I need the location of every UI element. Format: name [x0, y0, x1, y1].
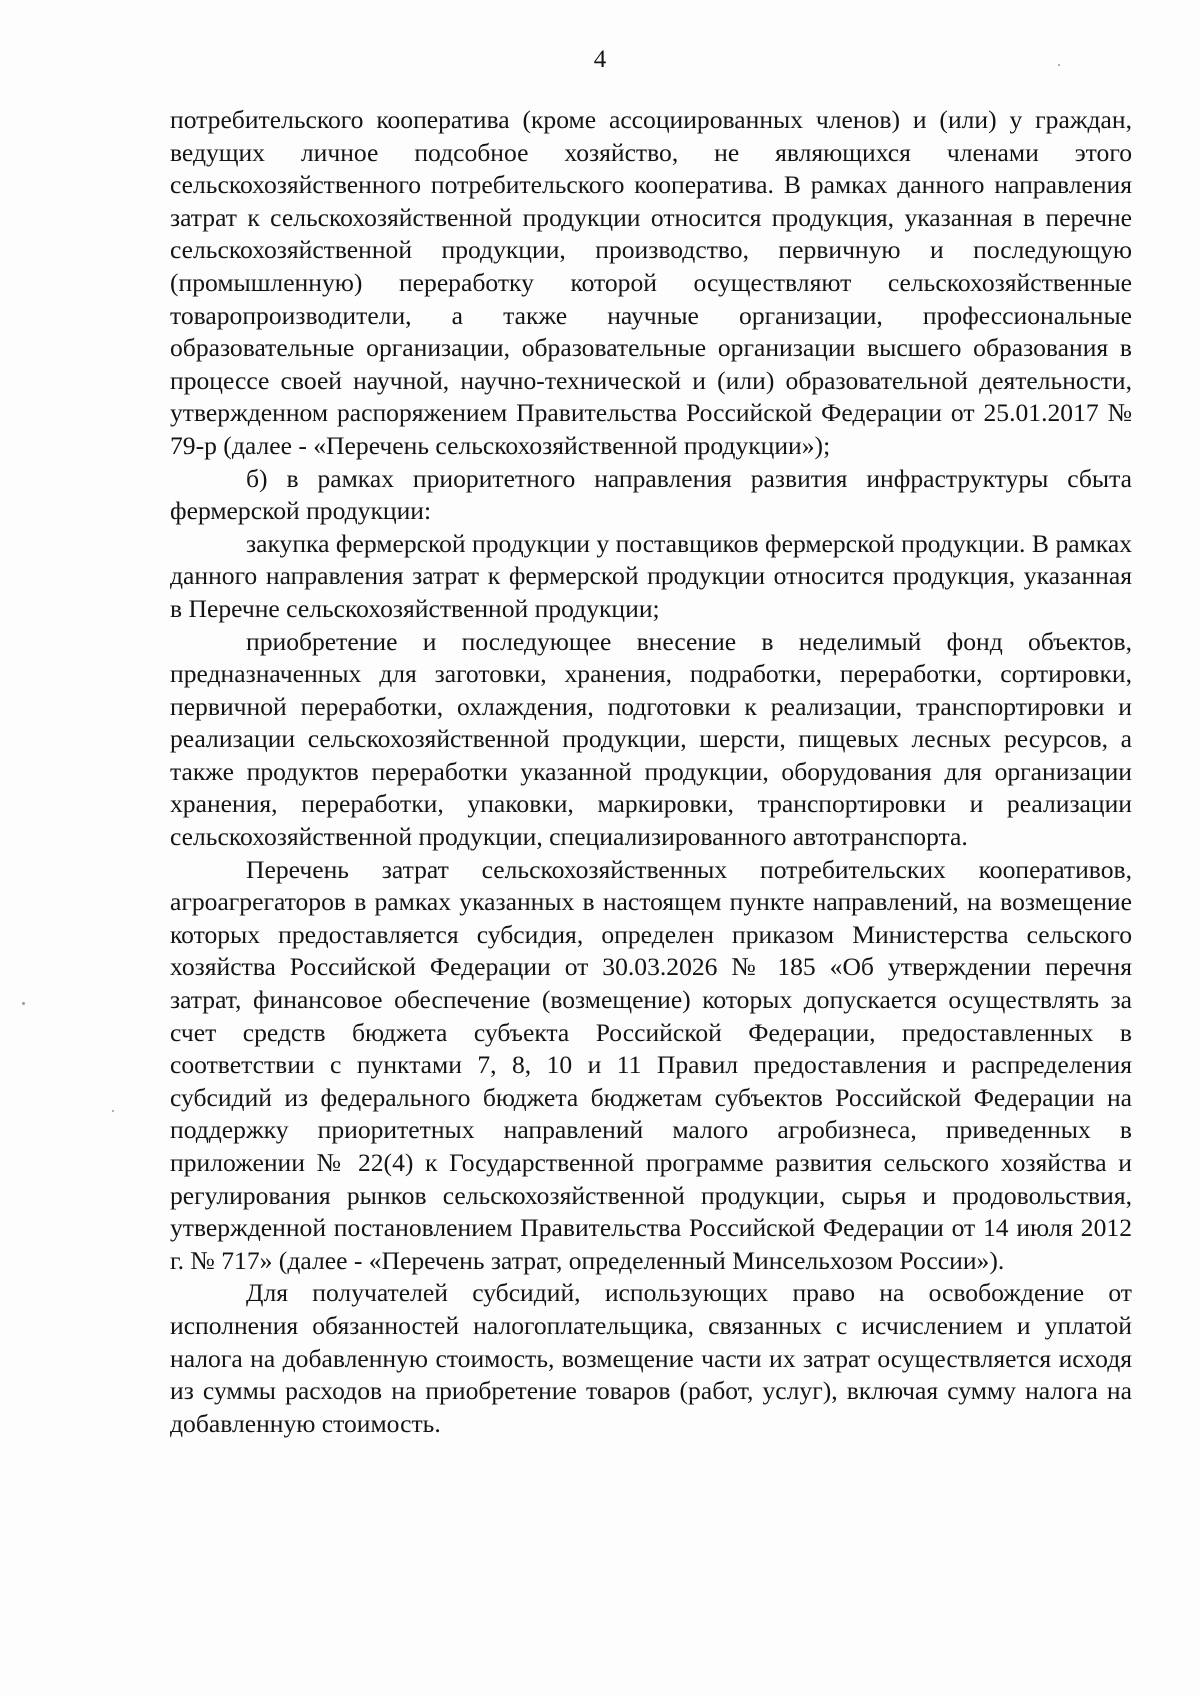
scan-speck: [1058, 64, 1060, 66]
scan-speck: [112, 1110, 114, 1112]
paragraph-farm-purchase: закупка фермерской продукции у поставщиков фермерской продукции. В рамках данного направления затрат к фермерской продукции относится продукция, указанная в Перечне сельскохозяйственной продукции;: [170, 528, 1132, 623]
paragraph-indivisible-fund: приобретение и последующее внесение в неделимый фонд объектов, предназначенных для заготовки, хранения, подработки, переработки, сортировки, первичной переработки, охлаждения, подготовки к реализации, транспортировки и реализации сельскохозяйственной продукции, шерсти, пищевых лесных ресурсов, а также продуктов переработки указанной продукции, оборудования для организации хранения, переработки, упаковки, маркировки, транспортировки и реализации сельскохозяйственной продукции, специализированного автотранспорта.: [170, 626, 1132, 852]
document-body: [170, 104, 1132, 1440]
paragraph-continuation: потребительского кооператива (кроме ассоциированных членов) и (или) у граждан, ведущих личное подсобное хозяйство, не являющихся членами этого сельскохозяйственного потребительского кооператива. В рамках данного направления затрат к сельскохозяйственной продукции относится продукция, указанная в перечне сельскохозяйственной продукции, производство, первичную и последующую (промышленную) переработку которой осуществляют сельскохозяйственные товаропроизводители, а также научные организации, профессиональные образовательные организации, образовательные организации высшего образования в процессе своей научной, научно-технической и (или) образовательной деятельности, утвержденном распоряжением Правительства Российской Федерации от 25.01.2017 № 79-р (далее - «Перечень сельскохозяйственной продукции»);: [170, 105, 1132, 460]
paragraph-vat: Для получателей субсидий, использующих право на освобождение от исполнения обязанностей налогоплательщика, связанных с исчислением и уплатой налога на добавленную стоимость, возмещение части их затрат осуществляется исходя из суммы расходов на приобретение товаров (работ, услуг), включая сумму налога на добавленную стоимость.: [170, 1278, 1132, 1438]
page-number: 4: [593, 46, 607, 73]
paragraph-cost-list: Перечень затрат сельскохозяйственных потребительских кооперативов, агроагрегаторов в рамках указанных в настоящем пункте направлений, на возмещение которых предоставляется субсидия, определен приказом Министерства сельского хозяйства Российской Федерации от 30.03.2026 № 185 «Об утверждении перечня затрат, финансовое обеспечение (возмещение) которых допускается осуществлять за счет средств бюджета субъекта Российской Федерации, предоставленных в соответствии с пунктами 7, 8, 10 и 11 Правил предоставления и распределения субсидий из федерального бюджета бюджетам субъектов Российской Федерации на поддержку приоритетных направлений малого агробизнеса, приведенных в приложении № 22(4) к Государственной программе развития сельского хозяйства и регулирования рынков сельскохозяйственной продукции, сырья и продовольствия, утвержденной постановлением Правительства Российской Федерации от 14 июля 2012 г. № 717» (далее - «Перечень затрат, определенный Минсельхозом России»).: [170, 854, 1132, 1275]
scan-speck: [22, 1002, 25, 1005]
paragraph-item-b: б) в рамках приоритетного направления развития инфраструктуры сбыта фермерской продукции:: [170, 463, 1132, 526]
